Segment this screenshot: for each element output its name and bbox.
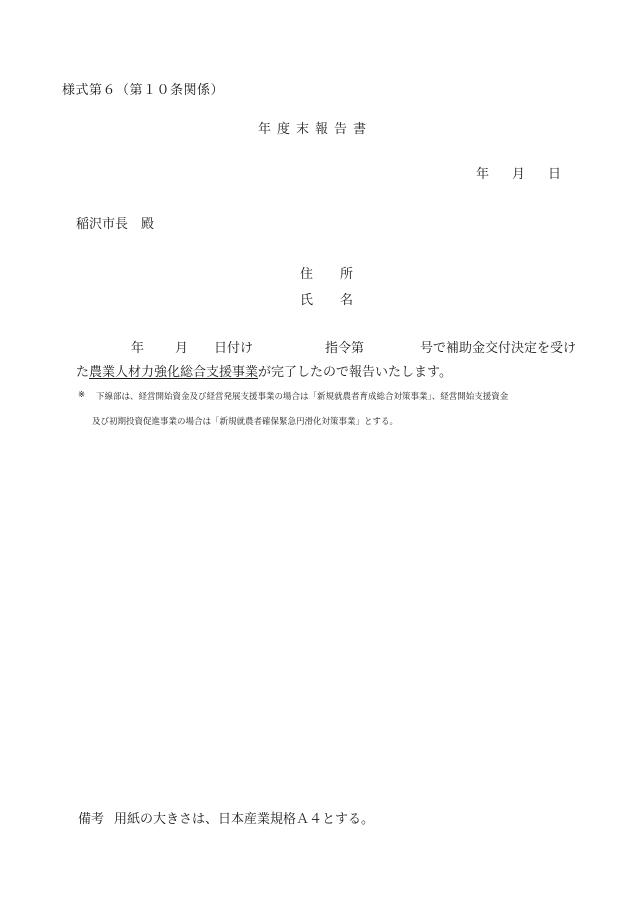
- remarks-text: 用紙の大きさは、日本産業規格Ａ４とする。: [114, 812, 375, 827]
- body-order-label: 指令第: [325, 341, 365, 356]
- note-line2: 及び初期投資促進事業の場合は「新規就農者確保緊急円滑化対策事業」とする。: [92, 417, 399, 427]
- body-line2-prefix: た: [76, 365, 90, 380]
- name-label-part2: 名: [340, 293, 354, 308]
- body-month-label: 月: [175, 341, 189, 356]
- remarks: [78, 808, 374, 827]
- note-mark: ※: [78, 390, 86, 400]
- body-dated-label: 日付け: [214, 341, 254, 356]
- date-year-label: 年: [476, 167, 490, 182]
- body-year-label: 年: [131, 341, 145, 356]
- date-day-label: 日: [548, 167, 562, 182]
- name-label-part1: 氏: [300, 293, 314, 308]
- document-title: 年度末報告書: [257, 122, 372, 137]
- body-line2-suffix: が完了したので報告いたします。: [258, 365, 452, 380]
- address-label-part1: 住: [300, 267, 314, 282]
- project-name: 農業人材力強化総合支援事業: [89, 365, 259, 380]
- body-line1-rest: 号で補助金交付決定を受け: [420, 341, 577, 356]
- date-month-label: 月: [512, 167, 526, 182]
- address-label-part2: 所: [340, 267, 354, 282]
- form-number: 様式第６（第１０条関係）: [62, 83, 225, 98]
- note-line1: 下線部は、経営開始資金及び経営発展支援事業の場合は「新規就農者育成総合対策事業」、経営開始支援資金: [96, 392, 509, 402]
- body-line2: [76, 361, 452, 380]
- addressee: 稲沢市長 殿: [76, 217, 155, 232]
- remarks-label: 備考: [78, 812, 105, 827]
